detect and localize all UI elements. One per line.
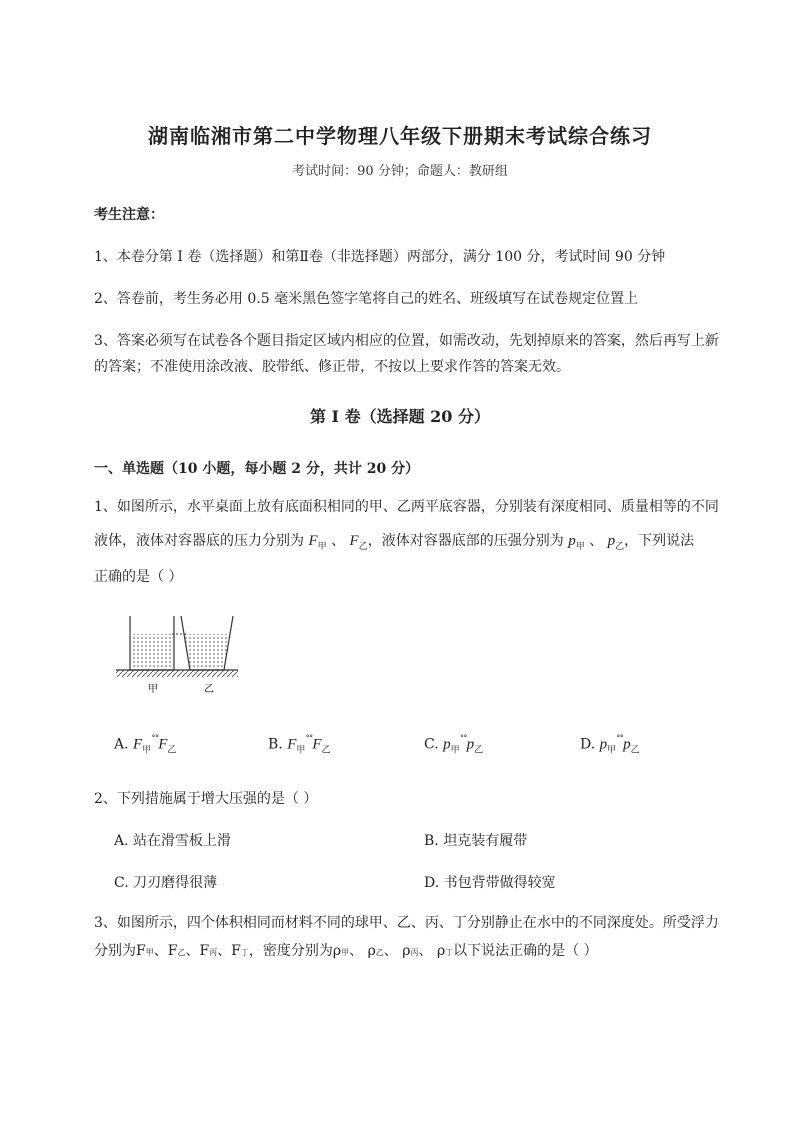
q1-text-a: 液体，液体对容器底的压力分别为 <box>94 533 304 549</box>
q1-text-b: ，液体对容器底部的压强分别为 <box>367 533 564 549</box>
q2-option-a[interactable]: A. 站在滑雪板上滑 <box>114 833 232 849</box>
section-title: 第 I 卷（选择题 20 分） <box>309 407 491 426</box>
q1-line2: 液体，液体对容器底的压力分别为 $F_甲$ 、 $F_乙$，液体对容器底部的压强分别为 $p_甲$ 、 $p_乙$，下列说法 <box>94 533 695 552</box>
q3-line1: 3、如图所示，四个体积相同而材料不同的球甲、乙、丙、丁分别静止在水中的不同深度处。所受浮力 <box>94 915 719 931</box>
q2-option-d[interactable]: D. 书包背带做得较宽 <box>424 875 556 891</box>
label-yi: 乙 <box>204 684 214 695</box>
notice-item-3-cont: 的答案；不准使用涂改液、胶带纸、修正带，不按以上要求作答的答案无效。 <box>94 359 570 375</box>
notice-title: 考生注意： <box>94 207 164 223</box>
notice-item-3: 3、答案必须写在试卷各个题目指定区域内相应的位置，如需改动，先划掉原来的答案，然后再写上新 <box>94 333 719 349</box>
q1-line3: 正确的是（ ） <box>94 569 183 585</box>
table-surface <box>116 670 238 677</box>
q3-line2: 分别为F甲、F乙、F丙、F丁，密度分别为ρ甲、 ρ乙、 ρ丙、 ρ丁以下说法正确的是（ ） <box>94 943 598 959</box>
liquid-yi <box>184 634 230 670</box>
q1-option-d[interactable]: D. $p_甲^{˚˚}p_乙$ <box>580 736 640 756</box>
exam-info: 考试时间：90 分钟；命题人：教研组 <box>292 164 508 179</box>
q1-option-a[interactable]: A. $F_甲^{˚˚}F_乙$ <box>114 736 177 756</box>
liquid-jia <box>132 634 172 670</box>
q2-option-c[interactable]: C. 刀刃磨得很薄 <box>114 875 218 891</box>
q1-line1: 1、如图所示，水平桌面上放有底面积相同的甲、乙两平底容器，分别装有深度相同、质量相等的不同 <box>94 499 719 515</box>
q1-option-c[interactable]: C. $p_甲^{˚˚}p_乙$ <box>424 736 484 756</box>
q1-text-c: ，下列说法 <box>624 533 695 549</box>
notice-item-1: 1、本卷分第 I 卷（选择题）和第Ⅱ卷（非选择题）两部分，满分 100 分，考试时间 90 分钟 <box>94 249 666 265</box>
notice-item-2: 2、答卷前，考生务必用 0.5 毫米黑色签字笔将自己的姓名、班级填写在试卷规定位置上 <box>94 291 639 307</box>
q1-option-b[interactable]: B. $F_甲^{˚˚}F_乙$ <box>268 736 331 756</box>
q2-stem: 2、下列措施属于增大压强的是（ ） <box>94 791 318 807</box>
label-jia: 甲 <box>148 684 158 695</box>
section-heading: 一、单选题（10 小题，每小题 2 分，共计 20 分） <box>94 461 420 477</box>
q2-option-b[interactable]: B. 坦克装有履带 <box>424 833 528 849</box>
q1-container-figure <box>112 612 242 698</box>
page-title: 湖南临湘市第二中学物理八年级下册期末考试综合练习 <box>148 124 652 148</box>
